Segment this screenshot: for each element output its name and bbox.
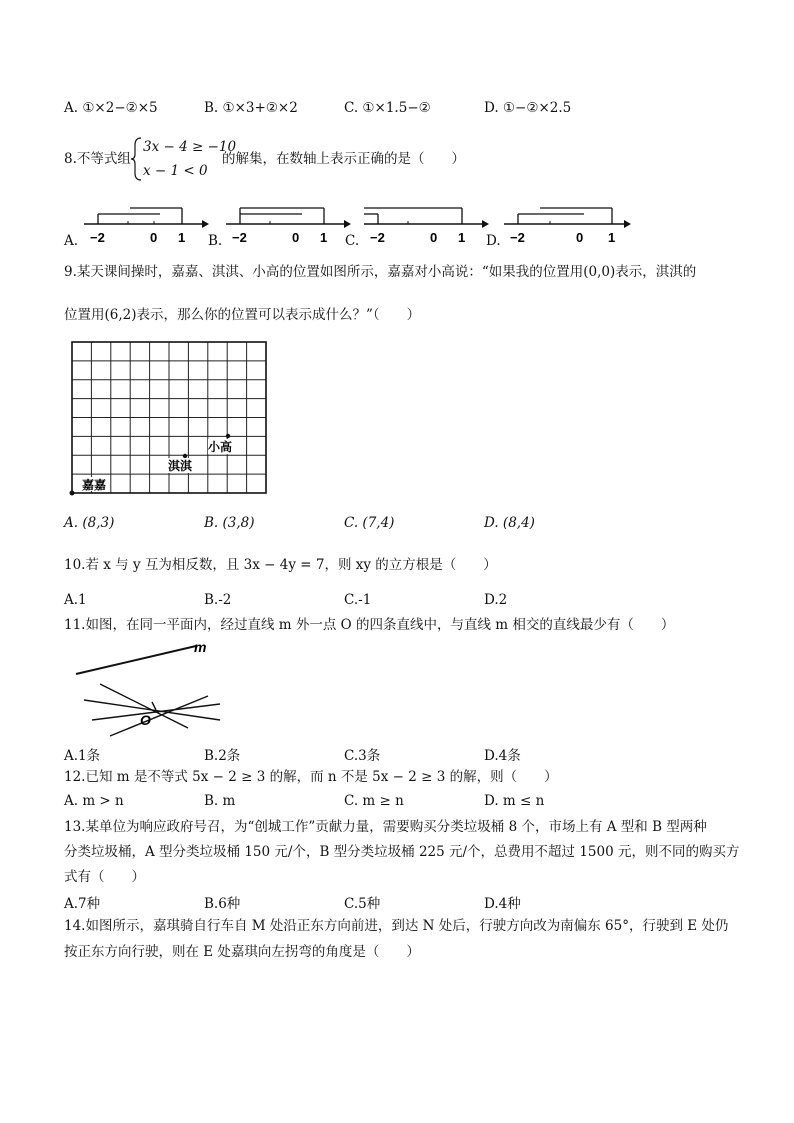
q9-line-2: 位置用(6,2)表示，那么你的位置可以表示成什么？”（ ） bbox=[64, 307, 421, 323]
q10-option-d[interactable]: D.2 bbox=[484, 592, 508, 608]
q9-grid-figure bbox=[68, 338, 272, 498]
q13-option-a[interactable]: A.7种 bbox=[64, 896, 101, 912]
tick-label-neg2: −2 bbox=[90, 230, 105, 245]
label-xiaogao: 小高 bbox=[208, 440, 233, 454]
q12-stem: 12.已知 m 是不等式 5x − 2 ≥ 3 的解，而 n 不是 5x − 2 ≥ 3 的解，则（ ） bbox=[64, 769, 558, 785]
q8-inequality-2: x − 1 < 0 bbox=[143, 163, 208, 179]
q11-stem: 11.如图，在同一平面内，经过直线 m 外一点 O 的四条直线中，与直线 m 相交的直线最少有（ ） bbox=[64, 617, 675, 633]
tick-label-1: 1 bbox=[178, 230, 186, 245]
tick-label-1: 1 bbox=[608, 230, 616, 245]
q8-numberline-c[interactable] bbox=[360, 198, 490, 246]
label-qiqi: 淇淇 bbox=[168, 459, 193, 473]
tick-label-0: 0 bbox=[150, 230, 158, 245]
q12-option-c[interactable]: C. m ≥ n bbox=[344, 793, 404, 809]
q9-option-a[interactable]: A. (8,3) bbox=[64, 515, 115, 531]
tick-label-0: 0 bbox=[430, 230, 438, 245]
q7-option-c[interactable]: C. ①×1.5−② bbox=[344, 100, 431, 116]
q13-option-d[interactable]: D.4种 bbox=[484, 896, 521, 912]
q12-option-a[interactable]: A. m > n bbox=[64, 793, 124, 809]
q8-inequality-1: 3x − 4 ≥ −10 bbox=[143, 139, 237, 155]
q14-line-2: 按正东方向行驶，则在 E 处嘉琪向左拐弯的角度是（ ） bbox=[64, 944, 420, 960]
q8-suffix: 的解集，在数轴上表示正确的是（ ） bbox=[222, 151, 465, 167]
q11-option-c[interactable]: C.3条 bbox=[344, 748, 381, 764]
q8-prefix: 8.不等式组 bbox=[64, 151, 131, 167]
q8-option-b-label[interactable]: B. bbox=[208, 233, 223, 249]
q13-option-c[interactable]: C.5种 bbox=[344, 896, 381, 912]
q11-option-a[interactable]: A.1条 bbox=[64, 748, 101, 764]
q8-numberline-d[interactable] bbox=[500, 198, 632, 246]
q8-numberline-b[interactable] bbox=[222, 198, 352, 246]
tick-label-neg2: −2 bbox=[232, 230, 247, 245]
label-m: m bbox=[194, 639, 207, 655]
q8-numberline-a[interactable] bbox=[80, 198, 210, 246]
q10-option-c[interactable]: C.-1 bbox=[344, 592, 372, 608]
q12-option-b[interactable]: B. m bbox=[204, 793, 236, 809]
q7-option-b[interactable]: B. ①×3+②×2 bbox=[204, 100, 298, 116]
q8-option-a-label[interactable]: A. bbox=[64, 233, 79, 249]
q10-option-b[interactable]: B.-2 bbox=[204, 592, 232, 608]
q14-line-1: 14.如图所示，嘉琪骑自行车自 M 处沿正东方向前进，到达 N 处后，行驶方向改为南偏东 65°，行驶到 E 处仍 bbox=[64, 918, 729, 934]
q11-figure bbox=[70, 636, 240, 740]
q13-line-2: 分类垃圾桶，A 型分类垃圾桶 150 元/个，B 型分类垃圾桶 225 元/个，总费用不超过 1500 元，则不同的购买方 bbox=[64, 844, 740, 860]
q8-option-c-label[interactable]: C. bbox=[345, 233, 360, 249]
q7-option-d[interactable]: D. ①−②×2.5 bbox=[484, 100, 572, 116]
q13-option-b[interactable]: B.6种 bbox=[204, 896, 241, 912]
q13-line-3: 式有（ ） bbox=[64, 869, 145, 885]
tick-label-neg2: −2 bbox=[510, 230, 525, 245]
q11-option-b[interactable]: B.2条 bbox=[204, 748, 241, 764]
q7-option-a[interactable]: A. ①×2−②×5 bbox=[64, 100, 158, 116]
tick-label-1: 1 bbox=[320, 230, 328, 245]
tick-label-0: 0 bbox=[576, 230, 584, 245]
label-o: O bbox=[140, 712, 151, 728]
q10-option-a[interactable]: A.1 bbox=[64, 592, 87, 608]
q9-option-b[interactable]: B. (3,8) bbox=[204, 515, 255, 531]
q9-line-1: 9.某天课间操时，嘉嘉、淇淇、小高的位置如图所示，嘉嘉对小高说：“如果我的位置用(0,0)表示，淇淇的 bbox=[64, 264, 697, 280]
q11-option-d[interactable]: D.4条 bbox=[484, 748, 521, 764]
q9-option-c[interactable]: C. (7,4) bbox=[344, 515, 395, 531]
q10-stem: 10.若 x 与 y 互为相反数，且 3x − 4y = 7，则 xy 的立方根是（ ） bbox=[64, 557, 497, 573]
tick-label-1: 1 bbox=[458, 230, 466, 245]
q8-brace bbox=[130, 136, 144, 182]
label-jiajia: 嘉嘉 bbox=[82, 478, 107, 492]
tick-label-neg2: −2 bbox=[370, 230, 385, 245]
q12-option-d[interactable]: D. m ≤ n bbox=[484, 793, 545, 809]
q13-line-1: 13.某单位为响应政府号召，为“创城工作”贡献力量，需要购买分类垃圾桶 8 个，市场上有 A 型和 B 型两种 bbox=[64, 819, 707, 835]
tick-label-0: 0 bbox=[292, 230, 300, 245]
q9-option-d[interactable]: D. (8,4) bbox=[484, 515, 535, 531]
q8-option-d-label[interactable]: D. bbox=[486, 233, 501, 249]
